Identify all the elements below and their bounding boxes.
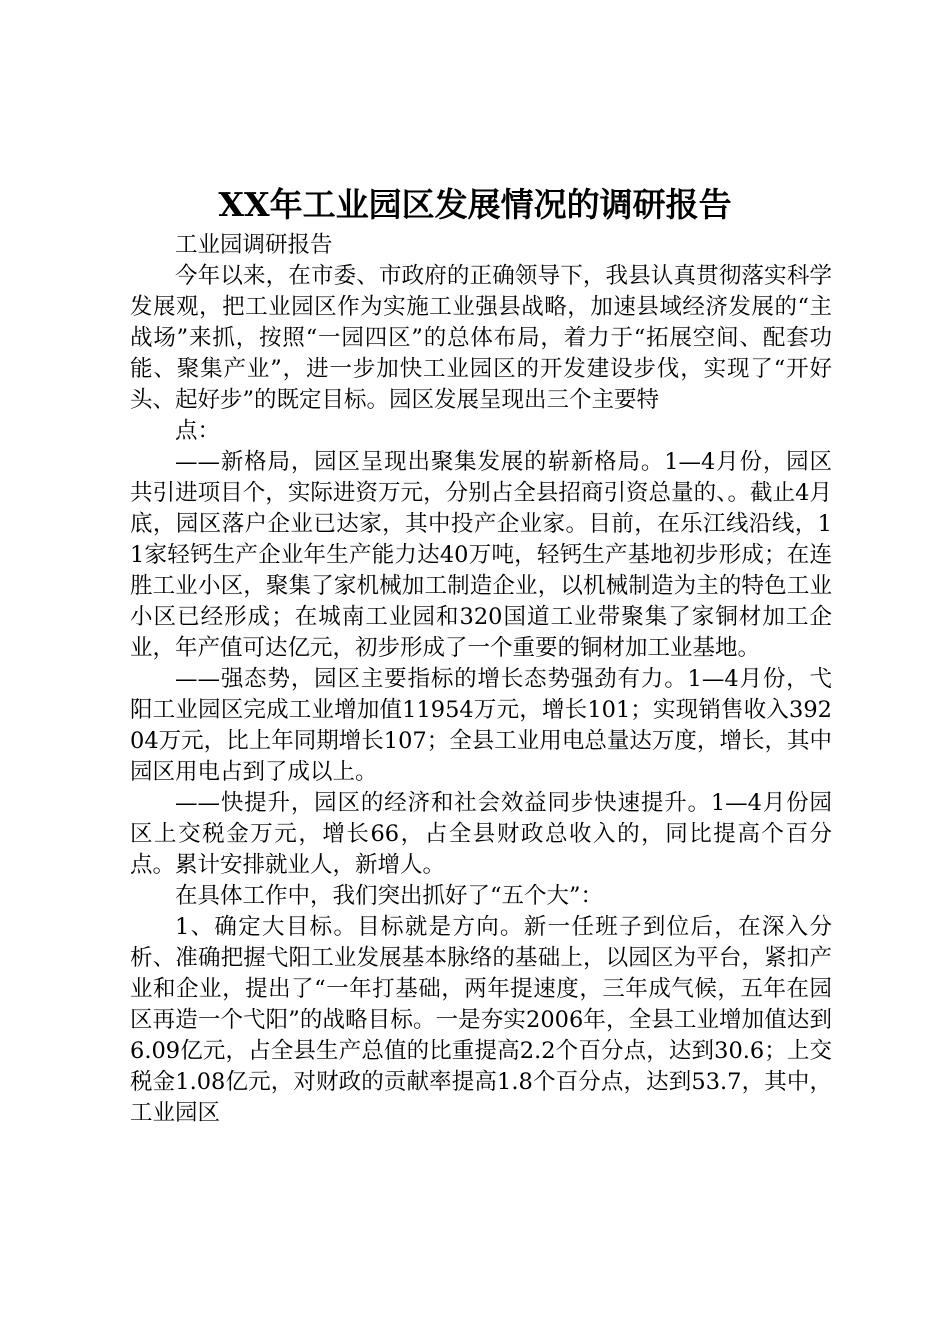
paragraph: 今年以来，在市委、市政府的正确领导下，我县认真贯彻落实科学发展观，把工业园区作为实施工业强县战略，加速县域经济发展的“主战场”来抓，按照“一园四区”的总体布局，着力于“拓展空间、配套功能、聚集产业”，进一步加快工业园区的开发建设步伐，实现了“开好头、起好步”的既定目标。园区发展呈现出三个主要特 (130, 263, 832, 413)
document-body (130, 230, 832, 1129)
paragraph: 工业园调研报告 (175, 232, 333, 258)
paragraph: ——新格局，园区呈现出聚集发展的崭新格局。1—4月份，园区共引进项目个，实际进资万元，分别占全县招商引资总量的、。截止4月底，园区落户企业已达家，其中投产企业家。目前，在乐江线沿线，11家轻钙生产企业年生产能力达40万吨，轻钙生产基地初步形成；在连胜工业小区，聚集了家机械加工制造企业，以机械制造为主的特色工业小区已经形成；在城南工业园和320国道工业带聚集了家铜材加工企业，年产值可达亿元，初步形成了一个重要的铜材加工业基地。 (130, 449, 832, 661)
paragraph: ——强态势，园区主要指标的增长态势强劲有力。1—4月份，弋阳工业园区完成工业增加值11954万元，增长101；实现销售收入39204万元，比上年同期增长107；全县工业用电总量达万度，增长，其中园区用电占到了成以上。 (130, 666, 832, 785)
paragraph: ——快提升，园区的经济和社会效益同步快速提升。1—4月份园区上交税金万元，增长66，占全县财政总收入的，同比提高个百分点。累计安排就业人，新增人。 (130, 790, 832, 878)
document-title: XX年工业园区发展情况的调研报告 (218, 185, 732, 224)
paragraph: 点： (175, 418, 221, 444)
paragraph: 1、确定大目标。目标就是方向。新一任班子到位后，在深入分析、准确把握弋阳工业发展基本脉络的基础上，以园区为平台，紧扣产业和企业，提出了“一年打基础，两年提速度，三年成气候，五年在园区再造一个弋阳”的战略目标。一是夯实2006年，全县工业增加值达到6.09亿元，占全县生产总值的比重提高2.2个百分点，达到30.6；上交税金1.08亿元，对财政的贡献率提高1.8个百分点，达到53.7，其中，工业园区 (130, 914, 832, 1126)
paragraph: 在具体工作中，我们突出抓好了“五个大”： (175, 883, 604, 909)
